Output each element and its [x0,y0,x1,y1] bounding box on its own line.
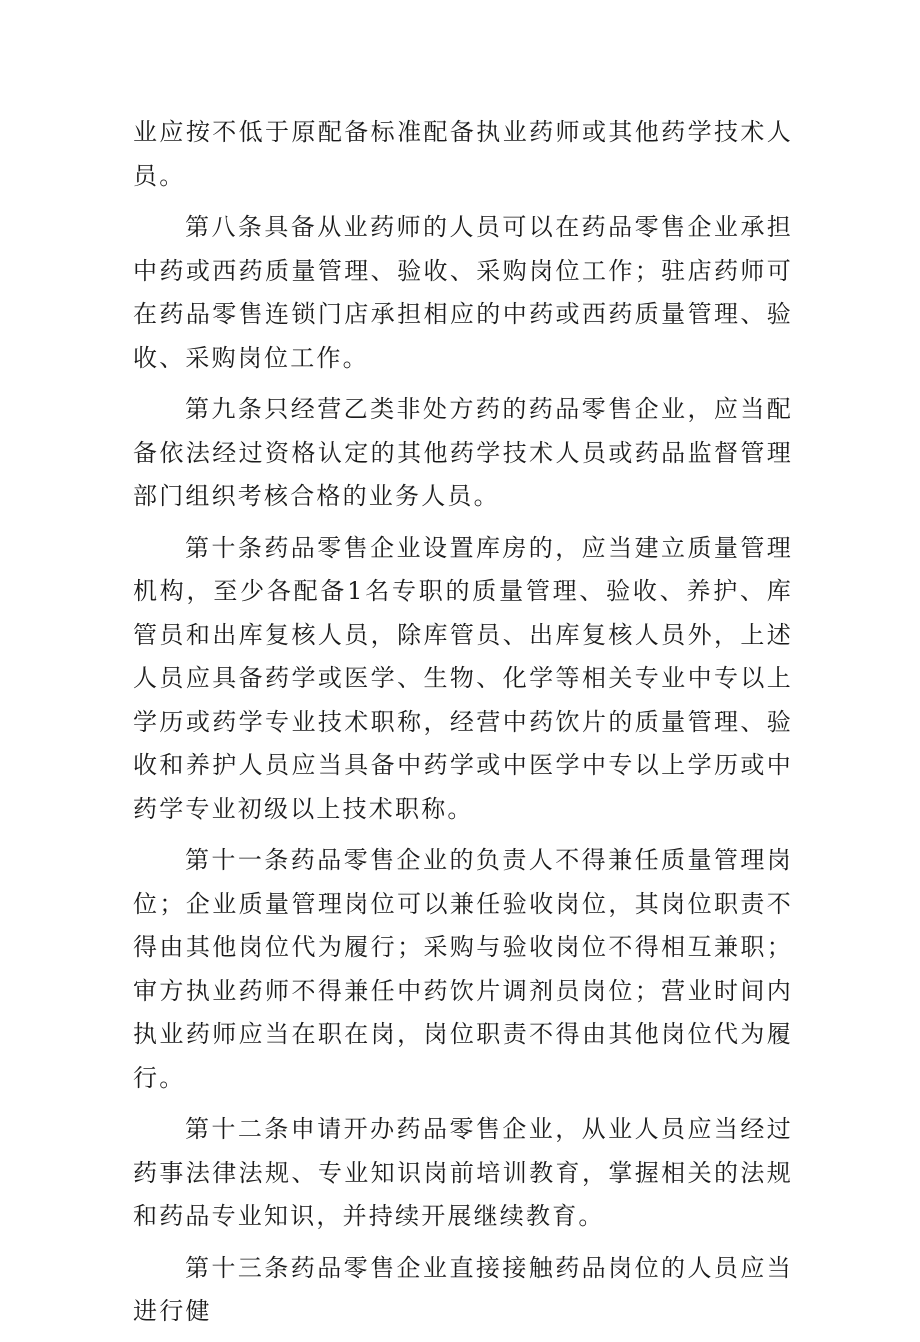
paragraph-article-9: 第九条只经营乙类非处方药的药品零售企业，应当配备依法经过资格认定的其他药学技术人员或药品监督管理部门组织考核合格的业务人员。 [133,395,793,510]
paragraph-article-11: 第十一条药品零售企业的负责人不得兼任质量管理岗位；企业质量管理岗位可以兼任验收岗位，其岗位职责不得由其他岗位代为履行；采购与验收岗位不得相互兼职；审方执业药师不得兼任中药饮片调剂员岗位；营业时间内执业药师应当在职在岗，岗位职责不得由其他岗位代为履行。 [133,846,793,1092]
paragraph-continued: 业应按不低于原配备标准配备执业药师或其他药学技术人员。 [133,118,793,190]
paragraph-article-8: 第八条具备从业药师的人员可以在药品零售企业承担中药或西药质量管理、验收、采购岗位工作；驻店药师可在药品零售连锁门店承担相应的中药或西药质量管理、验收、采购岗位工作。 [133,213,793,372]
paragraph-article-10: 第十条药品零售企业设置库房的，应当建立质量管理机构，至少各配备1名专职的质量管理、验收、养护、库管员和出库复核人员，除库管员、出库复核人员外，上述人员应具备药学或医学、生物、化学等相关专业中专以上学历或药学专业技术职称，经营中药饮片的质量管理、验收和养护人员应当具备中药学或中医学中专以上学历或中药学专业初级以上技术职称。 [133,533,793,823]
document-body [133,111,793,1342]
paragraph-article-13: 第十三条药品零售企业直接接触药品岗位的人员应当进行健 [133,1253,793,1325]
paragraph-article-12: 第十二条申请开办药品零售企业，从业人员应当经过药事法律法规、专业知识岗前培训教育，掌握相关的法规和药品专业知识，并持续开展继续教育。 [133,1115,793,1230]
